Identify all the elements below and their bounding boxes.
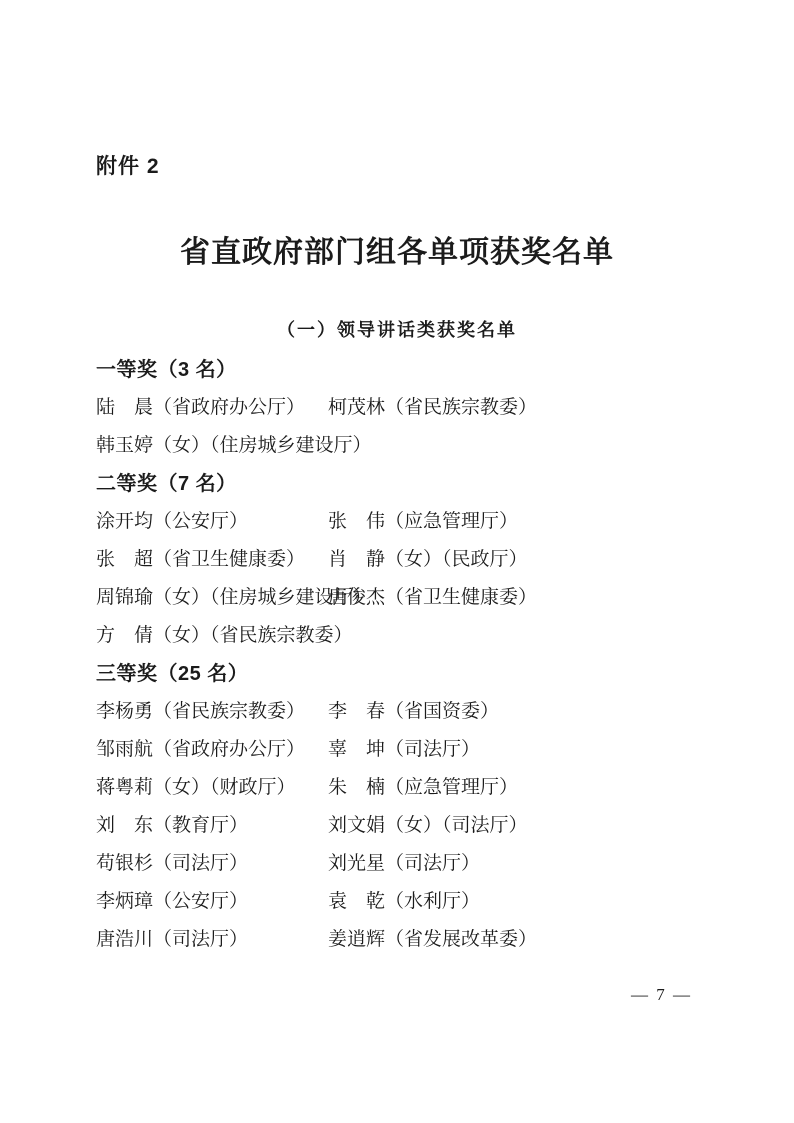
awardee-left: 李杨勇（省民族宗教委） [96,701,306,722]
awardee-left: 唐浩川（司法厅） [96,929,249,950]
awardee-right: 李 春（省国资委） [328,701,500,722]
awardee-right: 柯茂林（省民族宗教委） [328,397,538,418]
awardee-right: 张 伟（应急管理厅） [328,511,519,532]
prize-tier-heading: 三等奖（25 名） [96,663,249,685]
awardee-left: 陆 晨（省政府办公厅） [96,397,306,418]
awardee-right: 辜 坤（司法厅） [328,739,481,760]
awardee-left: 蒋粤莉（女）（财政厅） [96,777,296,798]
awardee-right [328,617,698,655]
award-row [96,541,698,579]
awardee-right: 袁 乾（水利厅） [328,891,481,912]
award-row [96,921,698,959]
award-row [96,731,698,769]
awardee-right: 肖 静（女）（民政厅） [328,549,528,570]
awardee-right: 唐俊杰（省卫生健康委） [328,587,538,608]
awardee-left: 韩玉婷（女）（住房城乡建设厅） [96,435,372,456]
awardee-left: 刘 东（教育厅） [96,815,249,836]
award-row [96,427,698,465]
award-row [96,579,698,617]
awardee-right: 刘光星（司法厅） [328,853,481,874]
award-row [96,617,698,655]
award-row [96,389,698,427]
awardee-left: 张 超（省卫生健康委） [96,549,306,570]
award-row [96,807,698,845]
page-number: — 7 — [631,985,692,1004]
award-row [96,693,698,731]
awardee-right: 朱 楠（应急管理厅） [328,777,519,798]
award-row [96,769,698,807]
awardee-right: 刘文娟（女）（司法厅） [328,815,528,836]
prize-tier-heading: 一等奖（3 名） [96,359,237,381]
attachment-label: 附件 2 [96,155,160,178]
awardee-left: 苟银杉（司法厅） [96,853,249,874]
awardee-left: 涂开均（公安厅） [96,511,249,532]
award-list [96,351,698,959]
awardee-left: 李炳璋（公安厅） [96,891,249,912]
awardee-left: 周锦瑜（女）（住房城乡建设厅） [96,587,372,608]
category-subtitle: （一）领导讲话类获奖名单 [277,320,517,340]
document-title: 省直政府部门组各单项获奖名单 [180,236,614,269]
awardee-right: 姜逍辉（省发展改革委） [328,929,538,950]
awardee-left: 方 倩（女）（省民族宗教委） [96,625,353,646]
prize-tier-heading: 二等奖（7 名） [96,473,237,495]
awardee-right [328,427,698,465]
award-row [96,503,698,541]
award-row [96,883,698,921]
awardee-left: 邹雨航（省政府办公厅） [96,739,306,760]
award-row [96,845,698,883]
